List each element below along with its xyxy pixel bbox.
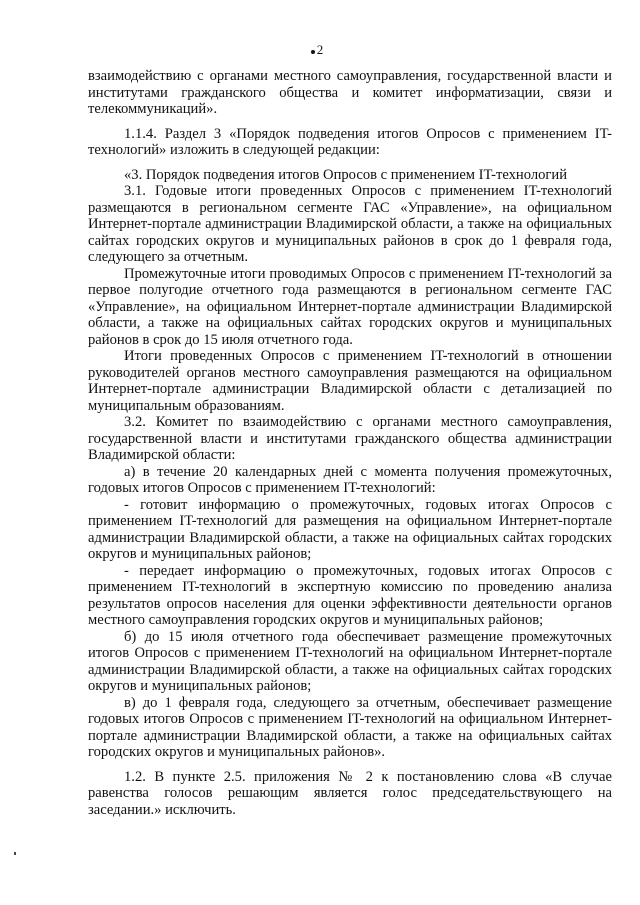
scan-mark [14, 852, 16, 855]
item-a: а) в течение 20 календарных дней с момента получения промежуточных, годовых итогов Опросов с применением IT-технологий: [88, 463, 612, 496]
item-a-prepares: - готовит информацию о промежуточных, годовых итогах Опросов с применением IT-технологий для размещения на официальном Интернет-портале администрации Владимирской области, а также на официальных сайтах городских округов и муниципальных районов; [88, 496, 612, 562]
paragraph-continuation: взаимодействию с органами местного самоуправления, государственной власти и институтами гражданского общества и комитет информатизации, связи и телекоммуникаций». [88, 68, 612, 117]
page-number: 2 [316, 42, 324, 57]
section-3-heading: «3. Порядок подведения итогов Опросов с применением IT-технологий [124, 166, 568, 183]
paragraph-1-2: 1.2. В пункте 2.5. приложения № 2 к постановлению слова «В случае равенства голосов решающим является голос председательствующего на заседании.» исключить. [88, 768, 612, 818]
item-a-transfers: - передает информацию о промежуточных, годовых итогах Опросов с применением IT-технологий в экспертную комиссию по проведению анализа результатов опросов населения для оценки эффективности деятельности органов местного самоуправления городских округов и муниципальных районов; [88, 562, 612, 628]
paragraph-3-2: 3.2. Комитет по взаимодействию с органами местного самоуправления, государственной власти и институтами гражданского общества администрации Владимирской области: [88, 414, 612, 463]
paragraph-heads-results: Итоги проведенных Опросов с применением IT-технологий в отношении руководителей органов местного самоуправления размещаются на официальном Интернет-портале администрации Владимирской области с детализацией по муниципальным образованиям. [88, 348, 612, 414]
document-body [88, 68, 612, 818]
paragraph-3-1: 3.1. Годовые итоги проведенных Опросов с применением IT-технологий размещаются в региональном сегменте ГАС «Управление», на официальном Интернет-портале администрации Владимирской области, а также на официальных сайтах городских округов и муниципальных районов в срок до 1 февраля года, следующего за отчетным. [88, 183, 612, 265]
item-b: б) до 15 июля отчетного года обеспечивает размещение промежуточных итогов Опросов с применением IT-технологий на официальном Интернет-портале администрации Владимирской области, а также на официальных сайтах городских округов и муниципальных районов; [88, 628, 612, 694]
paragraph-interim-results: Промежуточные итоги проводимых Опросов с применением IT-технологий за первое полугодие отчетного года размещаются в региональном сегменте ГАС «Управление», на официальном Интернет-портале администрации Владимирской области, а также на официальных сайтах городских округов и муниципальных районов в срок до 15 июля отчетного года. [88, 265, 612, 348]
paragraph-1-1-4: 1.1.4. Раздел 3 «Порядок подведения итогов Опросов с применением IT-технологий» изложить в следующей редакции: [88, 125, 612, 158]
scan-dot [311, 50, 315, 54]
item-v: в) до 1 февраля года, следующего за отчетным, обеспечивает размещение годовых итогов Опросов с применением IT-технологий на официальном Интернет-портале администрации Владимирской области, а также на официальных сайтах городских округов и муниципальных районов». [88, 694, 612, 760]
